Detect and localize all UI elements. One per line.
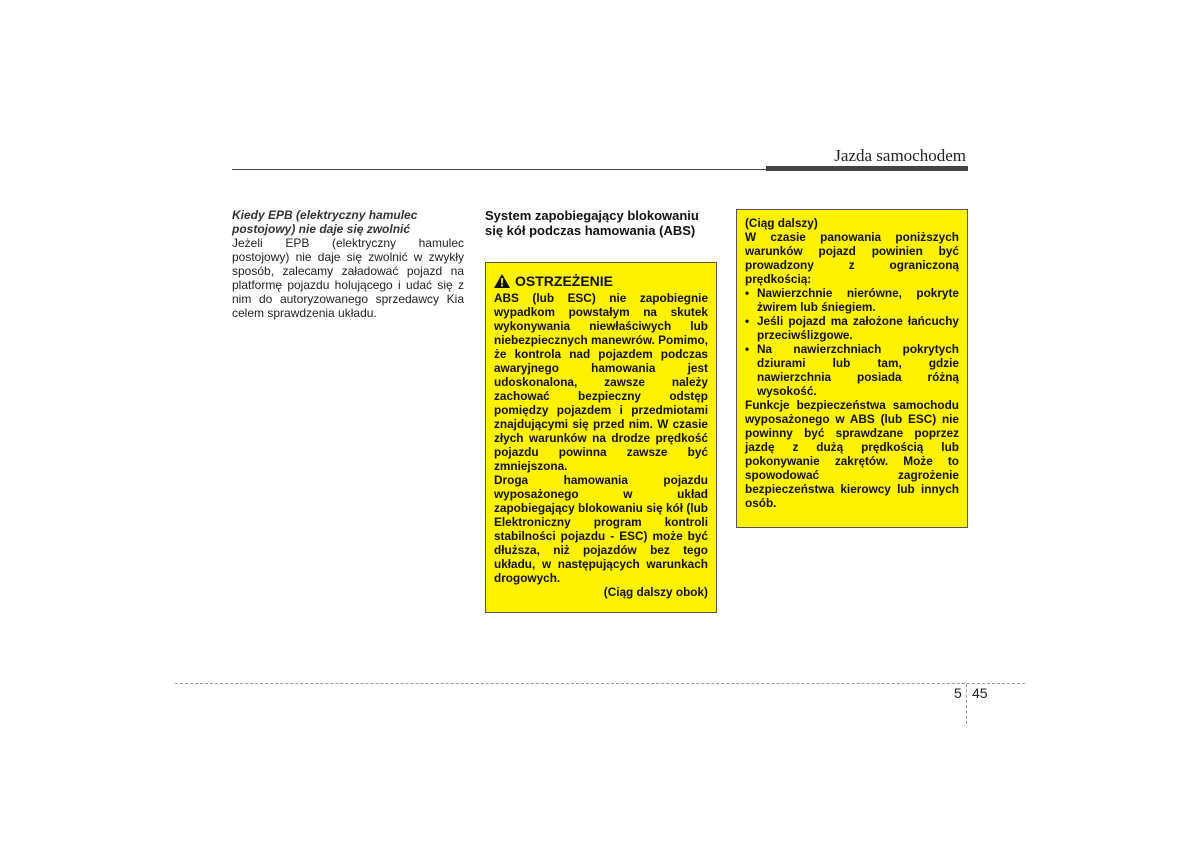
warning-paragraph-2: Droga hamowania pojazdu wyposażonego w układ zapobiegający blokowaniu się kół (lub Elektroniczny program kontroli stabilności pojazdu - ESC) może być dłuższa, niż pojazdów bez tego układu, w następujących warunkach drogowych. [494,473,708,585]
epb-subheading: Kiedy EPB (elektryczny hamulec postojowy) nie daje się zwolnić [232,208,418,236]
header-rule-accent [766,166,968,171]
abs-section-heading: System zapobiegający blokowaniu się kół podczas hamowania (ABS) [485,208,699,238]
conditions-intro: W czasie panowania poniższych warunków pojazd powinien być prowadzony z ograniczoną prędkością: [745,230,959,286]
chapter-number: 5 [954,685,962,701]
warning-title-text: OSTRZEŻENIE [515,273,614,289]
footer-rule [175,683,1025,684]
safety-note: Funkcje bezpieczeństwa samochodu wyposażonego w ABS (lub ESC) nie powinny być sprawdzane poprzez jazdę z dużą prędkością lub pokonywanie zakrętów. Może to spowodować zagrożenie bezpieczeństwa kierowcy lub innych osób. [745,398,959,510]
list-item: • Nawierzchnie nierówne, pokryte żwirem lub śniegiem. [745,286,959,314]
column-epb [232,208,464,320]
conditions-list [745,286,959,398]
list-item: • Jeśli pojazd ma założone łańcuchy przeciwślizgowe. [745,314,959,342]
warning-triangle-icon [494,274,510,288]
continued-header: (Ciąg dalszy) [745,216,818,230]
warning-paragraph-1: ABS (lub ESC) nie zapobiegnie wypadkom powstałym na skutek wykonywania niewłaściwych lub niebezpiecznych manewrów. Pomimo, że kontrola nad pojazdem podczas awaryjnego hamowania jest udoskonalona, zawsze należy zachować bezpieczny odstęp pomiędzy pojazdem i przedmiotami znajdującymi się przed nim. W czasie złych warunków na drodze prędkość pojazdu powinna zawsze być zmniejszona. [494,291,708,473]
running-header-title: Jazda samochodem [834,146,966,165]
continued-next-note: (Ciąg dalszy obok) [603,585,708,599]
page-number-separator [966,684,967,724]
list-item: • Na nawierzchniach pokrytych dziurami lub tam, gdzie nawierzchnia posiada różną wysokość. [745,342,959,398]
epb-body-text: Jeżeli EPB (elektryczny hamulec postojowy) nie daje się zwolnić w zwykły sposób, zalecamy załadować pojazd na platformę pojazdu holującego i udać się z nim do autoryzowanego sprzedawcy Kia celem sprawdzenia układu. [232,236,464,320]
page-number: 45 [972,685,988,701]
abs-warning-box [485,262,717,613]
abs-warning-continued-box [736,209,968,528]
warning-title [494,273,708,289]
